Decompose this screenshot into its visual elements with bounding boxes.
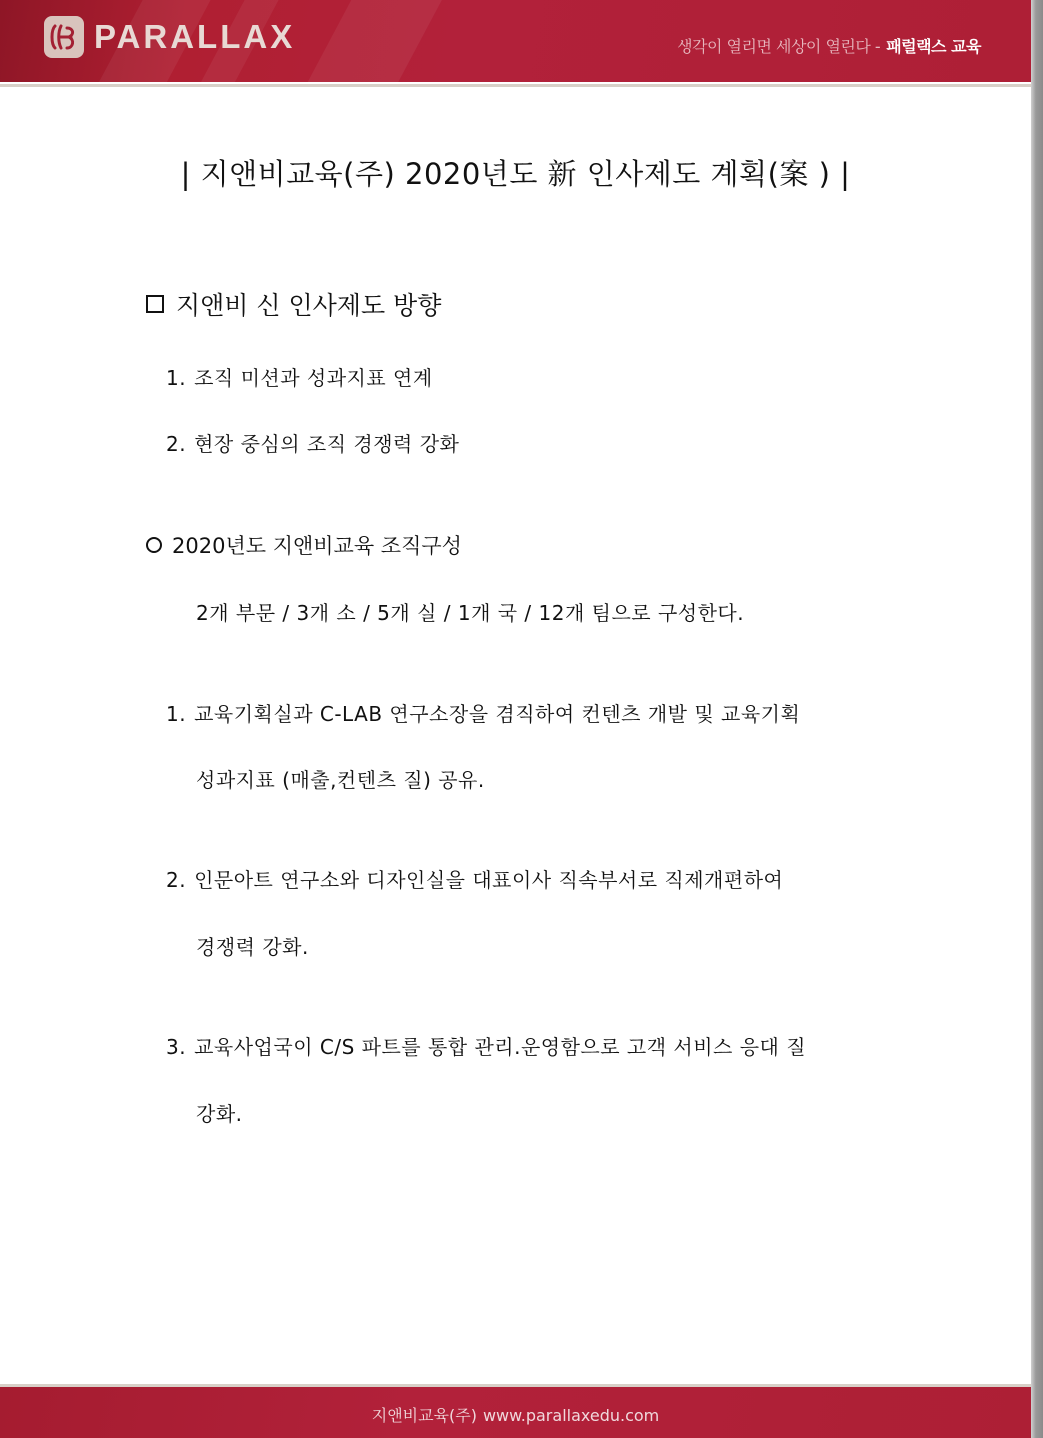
square-bullet-icon [146, 295, 164, 313]
circle-bullet-icon [146, 537, 162, 553]
header-divider [0, 84, 1031, 87]
header-tagline [677, 34, 981, 57]
tagline-brand: 패럴랙스 교육 [886, 37, 981, 56]
org-item-line [166, 1031, 806, 1060]
direction-item-text: 현장 중심의 조직 경쟁력 강화 [194, 432, 460, 456]
header-banner [0, 0, 1031, 82]
org-item-number: 2. [166, 868, 187, 892]
org-item-continuation: 성과지표 (매출,컨텐츠 질) 공유. [196, 768, 485, 792]
org-item-number: 1. [166, 702, 187, 726]
org-item-text: 교육기획실과 C-LAB 연구소장을 겸직하여 컨텐츠 개발 및 교육기획 [194, 702, 801, 726]
direction-item [166, 362, 433, 391]
org-item-continuation: 강화. [196, 1102, 243, 1126]
parallax-logo [44, 16, 295, 58]
org-item-number: 3. [166, 1035, 187, 1059]
logo-emblem-icon [44, 16, 84, 58]
direction-item [166, 428, 459, 457]
tagline-text: 생각이 열리면 세상이 열린다 - [677, 37, 881, 56]
org-item-text: 인문아트 연구소와 디자인실을 대표이사 직속부서로 직제개편하여 [194, 868, 784, 892]
org-heading [146, 530, 462, 560]
section-heading [146, 286, 441, 322]
section-heading-text: 지앤비 신 인사제도 방향 [176, 291, 442, 320]
footer-banner [0, 1384, 1031, 1438]
footer-url-link[interactable]: www.parallaxedu.com [482, 1406, 660, 1425]
direction-item-number: 1. [166, 366, 187, 390]
page-edge-shadow [1031, 0, 1043, 1438]
direction-item-number: 2. [166, 432, 187, 456]
header-streak-decoration [292, 0, 447, 82]
document-title: | 지앤비교육(주) 2020년도 新 인사제도 계획(案 ) | [180, 157, 851, 191]
org-heading-text: 2020년도 지앤비교육 조직구성 [172, 534, 462, 558]
footer-text [0, 1403, 1031, 1426]
org-item-continuation: 경쟁력 강화. [196, 935, 309, 959]
footer-company: 지앤비교육(주) [371, 1406, 477, 1425]
logo-wordmark: PARALLAX [94, 18, 296, 55]
org-summary: 2개 부문 / 3개 소 / 5개 실 / 1개 국 / 12개 팀으로 구성한다. [196, 601, 745, 625]
direction-item-text: 조직 미션과 성과지표 연계 [194, 366, 433, 390]
org-item-line [166, 698, 800, 727]
org-item-line [166, 864, 783, 893]
org-item-text: 교육사업국이 C/S 파트를 통합 관리.운영함으로 고객 서비스 응대 질 [194, 1035, 807, 1059]
